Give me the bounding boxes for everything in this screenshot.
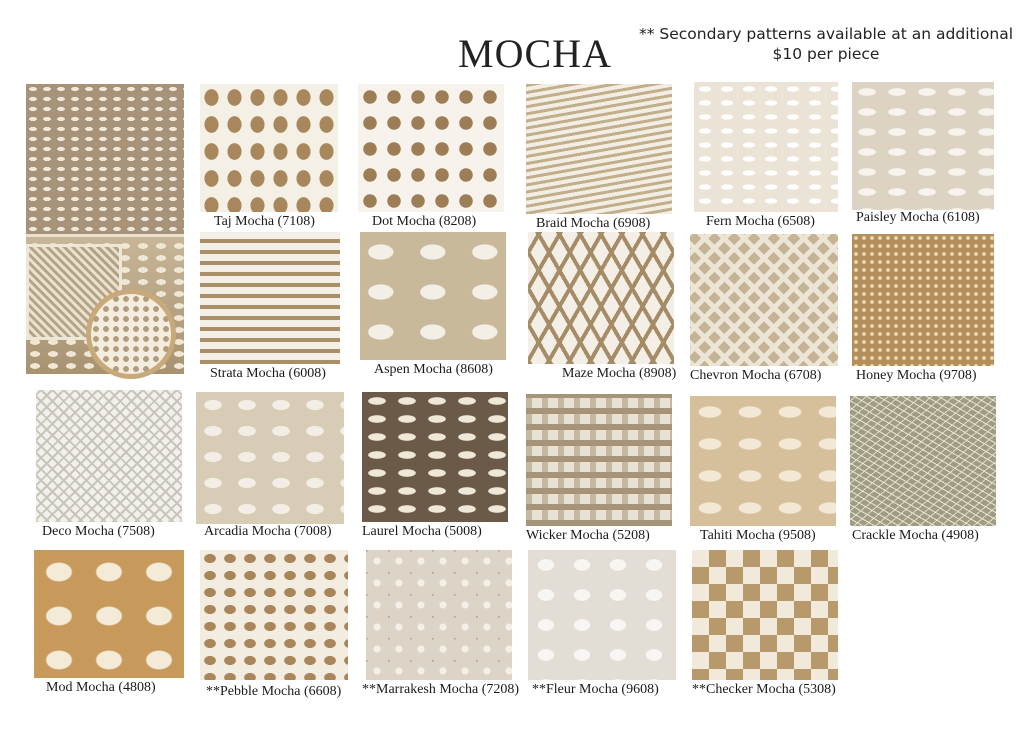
swatch-braid[interactable] — [526, 84, 672, 214]
swatch-label-braid: Braid Mocha (6908) — [536, 216, 651, 231]
page-title: MOCHA — [458, 31, 612, 76]
swatch-laurel[interactable] — [362, 392, 508, 522]
swatch-chevron[interactable] — [690, 234, 838, 366]
swatch-pebble[interactable] — [200, 550, 348, 680]
swatch-arcadia[interactable] — [196, 392, 344, 524]
swatch-label-honey: Honey Mocha (9708) — [856, 368, 977, 383]
swatch-checker[interactable] — [692, 550, 838, 680]
swatch-label-strata: Strata Mocha (6008) — [210, 366, 326, 381]
swatch-label-tahiti: Tahiti Mocha (9508) — [700, 528, 816, 543]
product-photo — [26, 84, 184, 374]
swatch-label-aspen: Aspen Mocha (8608) — [374, 362, 493, 377]
swatch-label-checker: **Checker Mocha (5308) — [692, 682, 836, 697]
swatch-label-paisley: Paisley Mocha (6108) — [856, 210, 980, 225]
swatch-label-pebble: **Pebble Mocha (6608) — [206, 684, 342, 699]
swatch-fern[interactable] — [694, 82, 838, 212]
swatch-label-chevron: Chevron Mocha (6708) — [690, 368, 822, 383]
swatch-mod[interactable] — [34, 550, 184, 678]
bowl-image — [86, 289, 176, 379]
swatch-crackle[interactable] — [850, 396, 996, 526]
swatch-tahiti[interactable] — [690, 396, 836, 526]
swatch-label-fleur: **Fleur Mocha (9608) — [532, 682, 659, 697]
swatch-label-laurel: Laurel Mocha (5008) — [362, 524, 482, 539]
swatch-fleur[interactable] — [528, 550, 676, 680]
swatch-label-maze: Maze Mocha (8908) — [562, 366, 677, 381]
swatch-label-arcadia: Arcadia Mocha (7008) — [204, 524, 332, 539]
swatch-deco[interactable] — [36, 390, 182, 522]
swatch-wicker[interactable] — [526, 394, 672, 526]
swatch-strata[interactable] — [200, 232, 340, 364]
swatch-aspen[interactable] — [360, 232, 506, 360]
swatch-label-mod: Mod Mocha (4808) — [46, 680, 156, 695]
swatch-maze[interactable] — [528, 232, 674, 364]
swatch-taj[interactable] — [200, 84, 338, 212]
swatch-label-dot: Dot Mocha (8208) — [372, 214, 477, 229]
secondary-pattern-note: ** Secondary patterns available at an additional $10 per piece — [638, 25, 1013, 63]
swatch-dot[interactable] — [358, 84, 504, 212]
swatch-label-deco: Deco Mocha (7508) — [42, 524, 155, 539]
swatch-label-wicker: Wicker Mocha (5208) — [526, 528, 650, 543]
swatch-label-fern: Fern Mocha (6508) — [706, 214, 815, 229]
swatch-label-marrakesh: **Marrakesh Mocha (7208) — [362, 682, 520, 697]
swatch-honey[interactable] — [852, 234, 994, 366]
swatch-label-taj: Taj Mocha (7108) — [214, 214, 315, 229]
swatch-label-crackle: Crackle Mocha (4908) — [852, 528, 979, 543]
tray-image — [26, 84, 184, 237]
swatch-marrakesh[interactable] — [366, 550, 512, 680]
swatch-paisley[interactable] — [852, 82, 994, 210]
